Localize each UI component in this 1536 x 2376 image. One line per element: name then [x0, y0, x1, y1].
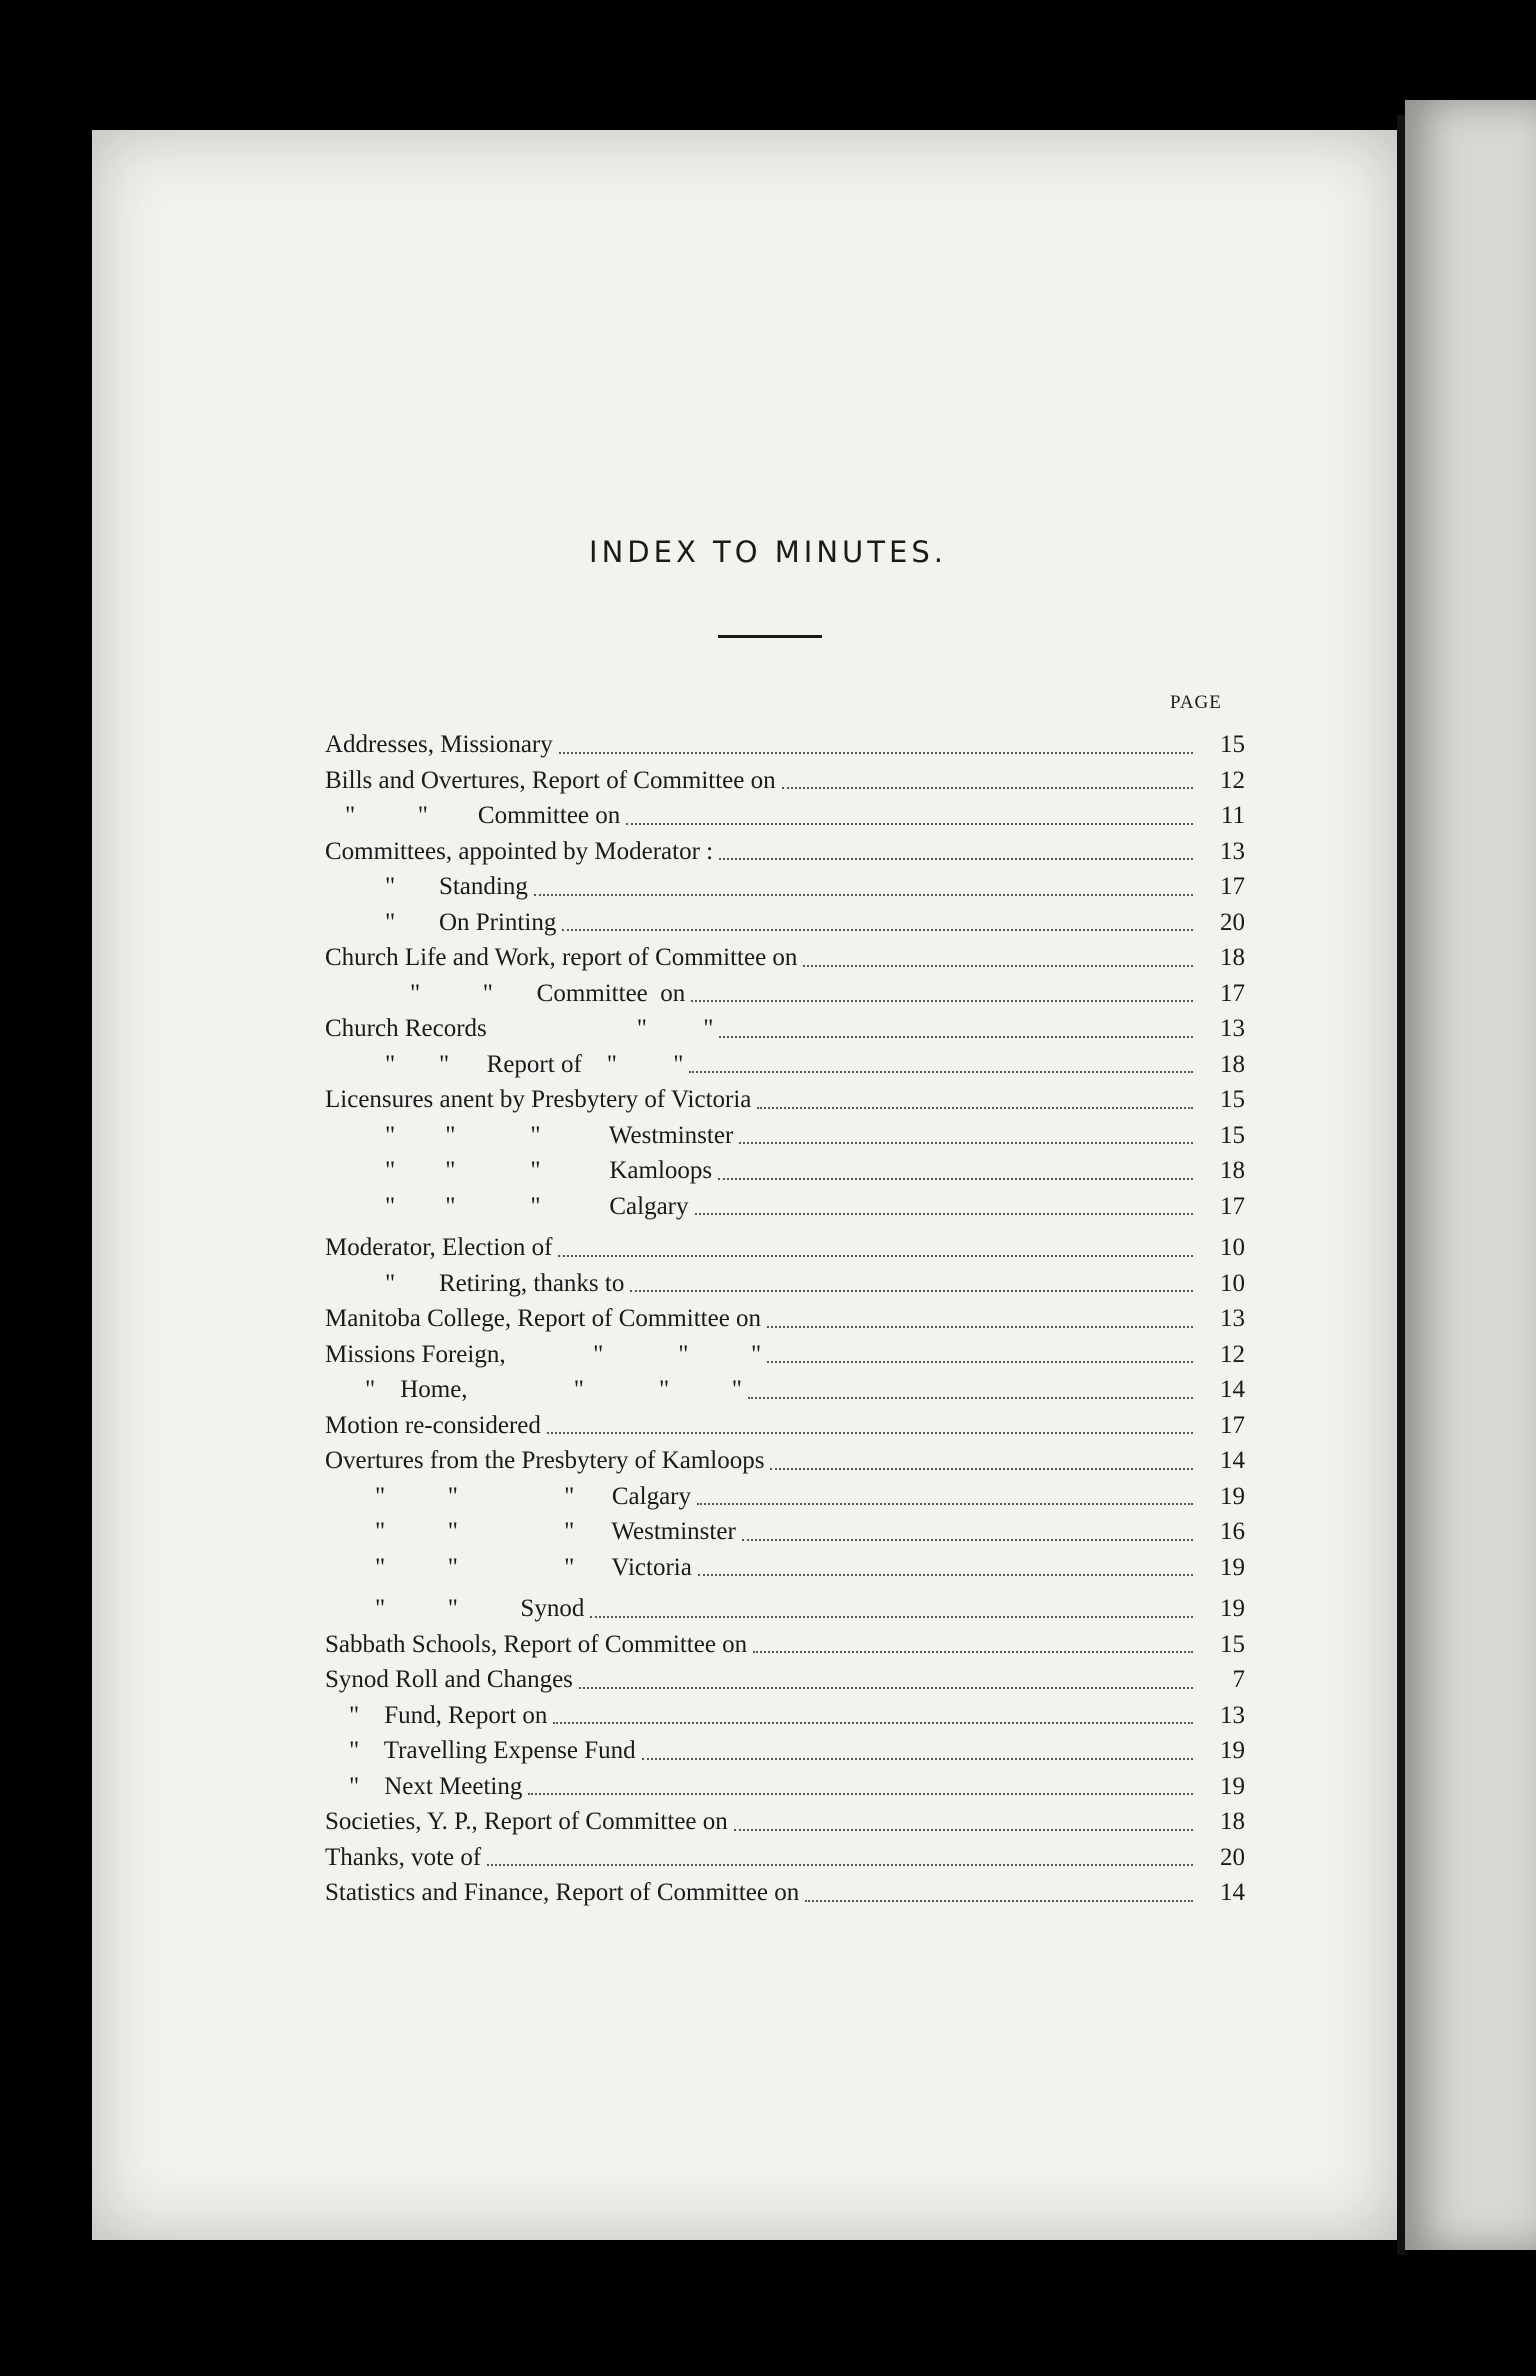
index-entry [325, 1301, 1245, 1337]
index-entry-page: 15 [1220, 1086, 1245, 1113]
index-entry [325, 727, 1245, 763]
index-entry [325, 1408, 1245, 1444]
index-entry-text: " " Committee on [410, 979, 686, 1007]
index-entry [325, 1189, 1245, 1225]
index-entry [325, 1011, 1245, 1047]
index-entry [325, 1153, 1245, 1189]
index-entry [325, 905, 1245, 941]
index-entry-page: 15 [1220, 731, 1245, 758]
index-entry-text: " " " Westminster [385, 1121, 734, 1149]
dot-leader [770, 1468, 1193, 1470]
index-entry-text: " Standing [385, 873, 528, 900]
index-entry-page: 15 [1220, 1121, 1245, 1149]
index-entry-page: 18 [1220, 1808, 1245, 1835]
index-entry-text: " Home, " " " [365, 1376, 742, 1403]
dot-leader [626, 823, 1193, 825]
dot-leader [734, 1829, 1193, 1831]
index-entry-page: 13 [1220, 1305, 1245, 1332]
index-entry-text: Synod Roll and Changes [325, 1666, 573, 1693]
dot-leader [719, 1036, 1193, 1038]
index-entry-text: " " " Calgary [385, 1192, 689, 1220]
index-entry-page: 10 [1220, 1269, 1245, 1297]
index-entry-page: 18 [1220, 944, 1245, 971]
index-entry-text: " On Printing [385, 908, 557, 936]
dot-leader [767, 1361, 1193, 1363]
index-entry-text: " Fund, Report on [349, 1701, 548, 1729]
index-entry [325, 869, 1245, 905]
index-list [325, 727, 1245, 1911]
index-entry-page: 20 [1220, 908, 1245, 936]
index-entry-text: " " " Calgary [375, 1482, 692, 1510]
index-entry-page: 10 [1220, 1234, 1245, 1261]
index-entry [325, 940, 1245, 976]
index-entry-text: Addresses, Missionary [325, 731, 553, 758]
index-entry [325, 1372, 1245, 1408]
index-entry-text: Societies, Y. P., Report of Committee on [325, 1808, 728, 1835]
title-rule [718, 635, 822, 638]
index-entry [325, 1118, 1245, 1154]
dot-leader [698, 1574, 1193, 1576]
dot-leader [757, 1107, 1193, 1109]
index-entry-text: Licensures anent by Presbytery of Victoria [325, 1086, 752, 1113]
index-entry [325, 1769, 1245, 1805]
index-entry-text: " Next Meeting [349, 1772, 523, 1800]
index-entry-text: " " Report of " " [385, 1050, 684, 1078]
dot-leader [689, 1071, 1193, 1073]
page-column-header: PAGE [1170, 692, 1222, 713]
index-entry-page: 7 [1232, 1666, 1245, 1693]
index-entry-page: 18 [1220, 1157, 1245, 1184]
index-entry [325, 976, 1245, 1012]
index-entry [325, 1550, 1245, 1586]
index-entry-text: Church Life and Work, report of Committee on [325, 944, 798, 971]
dot-leader [590, 1616, 1193, 1618]
index-entry [325, 1627, 1245, 1663]
dot-leader [558, 1255, 1193, 1257]
index-entry-text: " " Synod [375, 1595, 585, 1622]
dot-leader [803, 965, 1193, 967]
index-entry-text: " " " Westminster [375, 1518, 736, 1545]
index-entry [325, 1443, 1245, 1479]
index-entry-text: " " " Kamloops [385, 1157, 713, 1184]
index-entry [325, 798, 1245, 834]
dot-leader [719, 858, 1193, 860]
index-entry-page: 19 [1220, 1482, 1245, 1510]
dot-leader [767, 1326, 1193, 1328]
index-entry-text: " Travelling Expense Fund [349, 1737, 636, 1764]
index-entry [325, 1698, 1245, 1734]
index-entry-page: 17 [1220, 873, 1245, 900]
index-entry-text: " " Committee on [345, 802, 621, 829]
index-entry-page: 20 [1220, 1843, 1245, 1871]
dot-leader [782, 787, 1193, 789]
index-entry-page: 17 [1220, 979, 1245, 1007]
index-entry-text: Moderator, Election of [325, 1234, 553, 1261]
index-entry [325, 1840, 1245, 1876]
dot-leader [630, 1290, 1193, 1292]
index-entry-page: 17 [1220, 1411, 1245, 1439]
index-entry [325, 1266, 1245, 1302]
index-entry-page: 13 [1220, 1701, 1245, 1729]
index-entry [325, 763, 1245, 799]
index-entry [325, 1047, 1245, 1083]
dot-leader [739, 1142, 1193, 1144]
index-entry [325, 1804, 1245, 1840]
dot-leader [528, 1793, 1193, 1795]
page-title: INDEX TO MINUTES. [589, 535, 947, 569]
index-entry-text: " Retiring, thanks to [385, 1269, 625, 1297]
dot-leader [579, 1687, 1193, 1689]
index-entry [325, 1662, 1245, 1698]
index-entry-text: Sabbath Schools, Report of Committee on [325, 1630, 748, 1658]
index-entry-text: Bills and Overtures, Report of Committee on [325, 766, 776, 794]
index-entry [325, 1514, 1245, 1550]
dot-leader [718, 1178, 1193, 1180]
index-entry [325, 1082, 1245, 1118]
index-entry [325, 1337, 1245, 1373]
index-entry-text: Statistics and Finance, Report of Committee on [325, 1879, 800, 1906]
adjacent-page [1405, 100, 1536, 2250]
index-entry-page: 12 [1220, 766, 1245, 794]
index-entry [325, 1591, 1245, 1627]
index-entry-text: Church Records " " [325, 1015, 714, 1042]
index-entry-page: 12 [1220, 1340, 1245, 1368]
index-entry-page: 14 [1220, 1376, 1245, 1403]
index-entry-text: Manitoba College, Report of Committee on [325, 1305, 762, 1332]
index-entry-page: 16 [1220, 1518, 1245, 1545]
index-entry-page: 18 [1220, 1050, 1245, 1078]
index-entry [325, 1733, 1245, 1769]
page-gutter [1397, 115, 1405, 2255]
index-entry-text: Committees, appointed by Moderator : [325, 837, 714, 865]
dot-leader [559, 752, 1193, 754]
index-entry-page: 19 [1220, 1595, 1245, 1622]
index-entry-text: Thanks, vote of [325, 1843, 482, 1871]
index-entry-page: 14 [1220, 1447, 1245, 1474]
dot-leader [697, 1503, 1193, 1505]
index-entry [325, 1479, 1245, 1515]
index-entry-text: Overtures from the Presbytery of Kamloops [325, 1447, 765, 1474]
index-entry-text: Motion re-considered [325, 1411, 541, 1439]
dot-leader [562, 929, 1193, 931]
index-entry-page: 19 [1220, 1772, 1245, 1800]
index-entry [325, 1875, 1245, 1911]
index-entry-page: 15 [1220, 1630, 1245, 1658]
index-entry [325, 1230, 1245, 1266]
index-entry-page: 17 [1220, 1192, 1245, 1220]
index-entry-page: 19 [1220, 1737, 1245, 1764]
dot-leader [487, 1864, 1193, 1866]
dot-leader [642, 1758, 1193, 1760]
index-entry-page: 13 [1220, 1015, 1245, 1042]
index-entry-page: 14 [1220, 1879, 1245, 1906]
dot-leader [742, 1539, 1193, 1541]
dot-leader [691, 1000, 1193, 1002]
index-entry-page: 13 [1220, 837, 1245, 865]
dot-leader [753, 1651, 1193, 1653]
dot-leader [805, 1900, 1193, 1902]
dot-leader [547, 1432, 1193, 1434]
dot-leader [748, 1397, 1193, 1399]
index-entry [325, 834, 1245, 870]
index-entry-page: 19 [1220, 1553, 1245, 1581]
dot-leader [695, 1213, 1193, 1215]
dot-leader [553, 1722, 1193, 1724]
index-entry-text: Missions Foreign, " " " [325, 1340, 762, 1368]
index-entry-text: " " " Victoria [375, 1553, 692, 1581]
index-entry-page: 11 [1220, 802, 1245, 829]
dot-leader [534, 894, 1193, 896]
